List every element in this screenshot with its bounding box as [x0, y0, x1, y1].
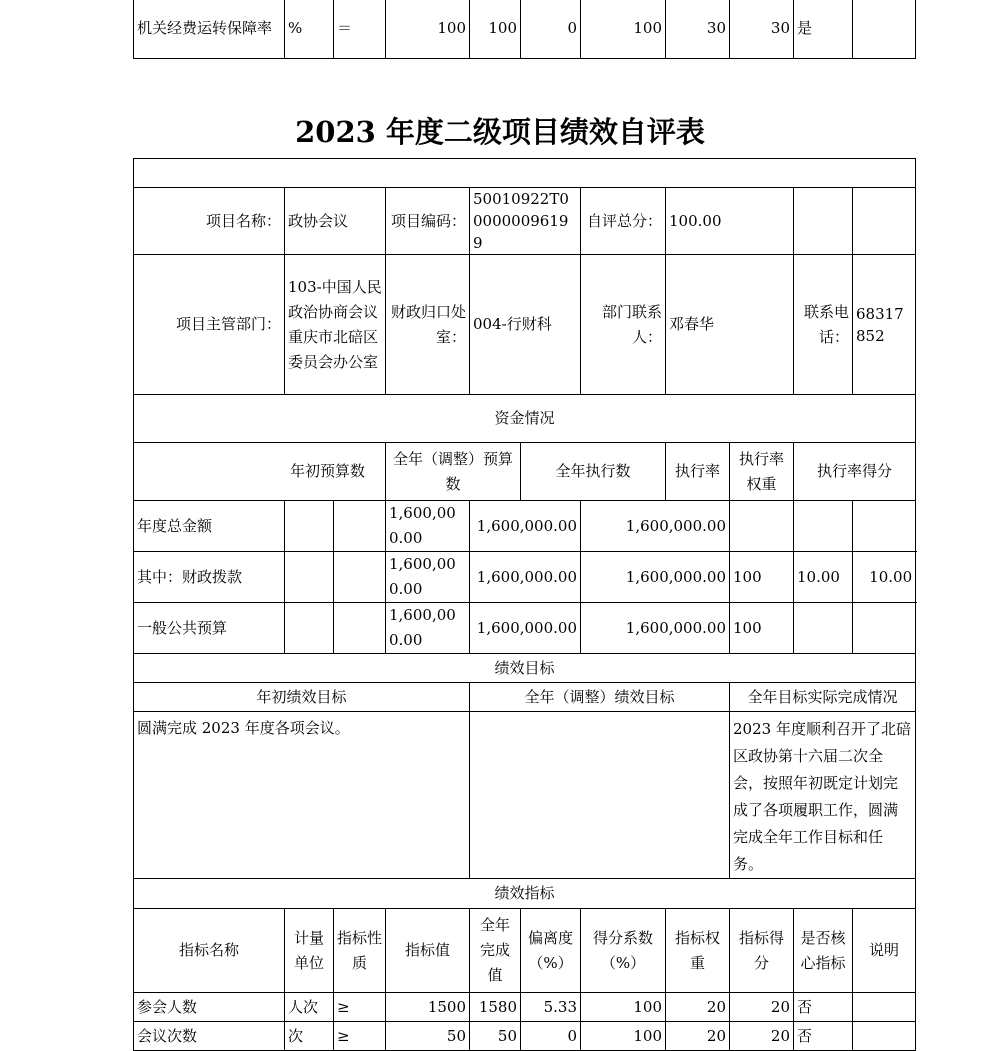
exec-weight-value	[794, 501, 853, 552]
office-label: 财政归口处室：	[386, 255, 470, 395]
exec-weight-header: 执行率权重	[730, 443, 794, 501]
table-row	[134, 1022, 916, 1051]
goals-section-title: 绩效目标	[134, 654, 916, 683]
weight-cell: 30	[666, 0, 730, 58]
is-core-cell: 否	[794, 1022, 853, 1051]
funds-section-row	[134, 395, 916, 443]
table-row	[134, 603, 916, 654]
previous-indicator-table	[133, 0, 916, 59]
adjusted-budget-header: 全年（调整）预算数	[386, 443, 521, 501]
phone-value: 68317852	[853, 255, 916, 395]
indicators-header-row	[134, 909, 916, 993]
adjusted-goal-text	[470, 712, 730, 879]
deviation-cell: 0	[521, 1022, 581, 1051]
indicators-section-row	[134, 879, 916, 909]
fund-label: 其中：财政拨款	[134, 552, 285, 603]
adjusted-budget-value: 1,600,000.00	[470, 501, 581, 552]
completed-cell: 50	[470, 1022, 521, 1051]
goals-section-row	[134, 654, 916, 683]
actual-goal-text: 2023 年度顺利召开了北碚区政协第十六届二次全会，按照年初既定计划完成了各项履职工作，圆满完成全年工作目标和任务。	[730, 712, 916, 879]
office-value: 004-行财科	[470, 255, 581, 395]
is-core-header: 是否核心指标	[794, 909, 853, 993]
initial-budget-value: 1,600,000.00	[386, 552, 470, 603]
indicator-name-cell: 参会人数	[134, 993, 285, 1022]
weight-cell: 20	[666, 993, 730, 1022]
exec-weight-value	[794, 603, 853, 654]
phone-label: 联系电话：	[794, 255, 853, 395]
remark-cell	[853, 993, 916, 1022]
dept-value: 103-中国人民政治协商会议重庆市北碚区委员会办公室	[285, 255, 386, 395]
exec-rate-value: 100	[730, 552, 794, 603]
deviation-cell: 5.33	[521, 993, 581, 1022]
initial-goal-text: 圆满完成 2023 年度各项会议。	[134, 712, 470, 879]
unit-header: 计量单位	[285, 909, 334, 993]
table-row	[134, 501, 916, 552]
project-name-label: 项目名称：	[134, 188, 285, 255]
score-cell: 20	[730, 1022, 794, 1051]
blank-row	[134, 159, 916, 188]
target-cell: 100	[386, 0, 470, 58]
initial-budget-header: 年初预算数	[134, 443, 386, 501]
completed-cell: 100	[470, 0, 521, 58]
funds-header-row	[134, 443, 916, 501]
project-code-label: 项目编码：	[386, 188, 470, 255]
score-header: 指标得分	[730, 909, 794, 993]
nature-header: 指标性质	[334, 909, 386, 993]
unit-cell: 次	[285, 1022, 334, 1051]
project-info-row	[134, 188, 916, 255]
executed-value: 1,600,000.00	[581, 603, 730, 654]
score-cell: 30	[730, 0, 794, 58]
goals-content-row	[134, 712, 916, 879]
is-core-cell: 是	[794, 0, 853, 58]
exec-score-header: 执行率得分	[794, 443, 916, 501]
goals-header-row	[134, 683, 916, 712]
nature-cell: ≥	[334, 1022, 386, 1051]
nature-cell: ＝	[334, 0, 386, 58]
adjusted-budget-value: 1,600,000.00	[470, 603, 581, 654]
page-title: 2023 年度二级项目绩效自评表	[295, 115, 705, 149]
fund-label: 年度总金额	[134, 501, 285, 552]
indicator-name-header: 指标名称	[134, 909, 285, 993]
deviation-header: 偏离度（%）	[521, 909, 581, 993]
funds-section-title: 资金情况	[134, 395, 916, 443]
unit-cell: %	[285, 0, 334, 58]
executed-value: 1,600,000.00	[581, 552, 730, 603]
is-core-cell: 否	[794, 993, 853, 1022]
indicator-name-cell: 会议次数	[134, 1022, 285, 1051]
completed-cell: 1580	[470, 993, 521, 1022]
exec-rate-header: 执行率	[666, 443, 730, 501]
score-cell: 20	[730, 993, 794, 1022]
fund-label: 一般公共预算	[134, 603, 285, 654]
project-name-value: 政协会议	[285, 188, 386, 255]
completed-header: 全年完成值	[470, 909, 521, 993]
project-code-value: 50010922T000000096199	[470, 188, 581, 255]
exec-rate-value: 100	[730, 603, 794, 654]
table-row	[134, 993, 916, 1022]
contact-label: 部门联系人：	[581, 255, 666, 395]
coefficient-cell: 100	[581, 993, 666, 1022]
coefficient-cell: 100	[581, 1022, 666, 1051]
table-row	[134, 0, 916, 58]
indicators-section-title: 绩效指标	[134, 879, 916, 909]
executed-value: 1,600,000.00	[581, 501, 730, 552]
weight-cell: 20	[666, 1022, 730, 1051]
initial-budget-value: 1,600,000.00	[386, 501, 470, 552]
target-header: 指标值	[386, 909, 470, 993]
unit-cell: 人次	[285, 993, 334, 1022]
exec-score-value	[853, 603, 916, 654]
coefficient-cell: 100	[581, 0, 666, 58]
coefficient-header: 得分系数（%）	[581, 909, 666, 993]
adjusted-goal-header: 全年（调整）绩效目标	[470, 683, 730, 712]
exec-rate-value	[730, 501, 794, 552]
self-score-label: 自评总分：	[581, 188, 666, 255]
remark-cell	[853, 1022, 916, 1051]
nature-cell: ≥	[334, 993, 386, 1022]
adjusted-budget-value: 1,600,000.00	[470, 552, 581, 603]
exec-weight-value: 10.00	[794, 552, 853, 603]
target-cell: 50	[386, 1022, 470, 1051]
actual-goal-header: 全年目标实际完成情况	[730, 683, 916, 712]
contact-value: 邓春华	[666, 255, 794, 395]
exec-score-value	[853, 501, 916, 552]
exec-score-value: 10.00	[853, 552, 916, 603]
initial-budget-value: 1,600,000.00	[386, 603, 470, 654]
executed-header: 全年执行数	[521, 443, 666, 501]
remark-cell	[853, 0, 916, 58]
self-score-value: 100.00	[666, 188, 794, 255]
department-info-row	[134, 255, 916, 395]
dept-label: 项目主管部门：	[134, 255, 285, 395]
remark-header: 说明	[853, 909, 916, 993]
target-cell: 1500	[386, 993, 470, 1022]
table-row	[134, 552, 916, 603]
initial-goal-header: 年初绩效目标	[134, 683, 470, 712]
indicator-name-cell: 机关经费运转保障率	[134, 0, 285, 58]
deviation-cell: 0	[521, 0, 581, 58]
weight-header: 指标权重	[666, 909, 730, 993]
evaluation-table	[133, 158, 916, 1051]
